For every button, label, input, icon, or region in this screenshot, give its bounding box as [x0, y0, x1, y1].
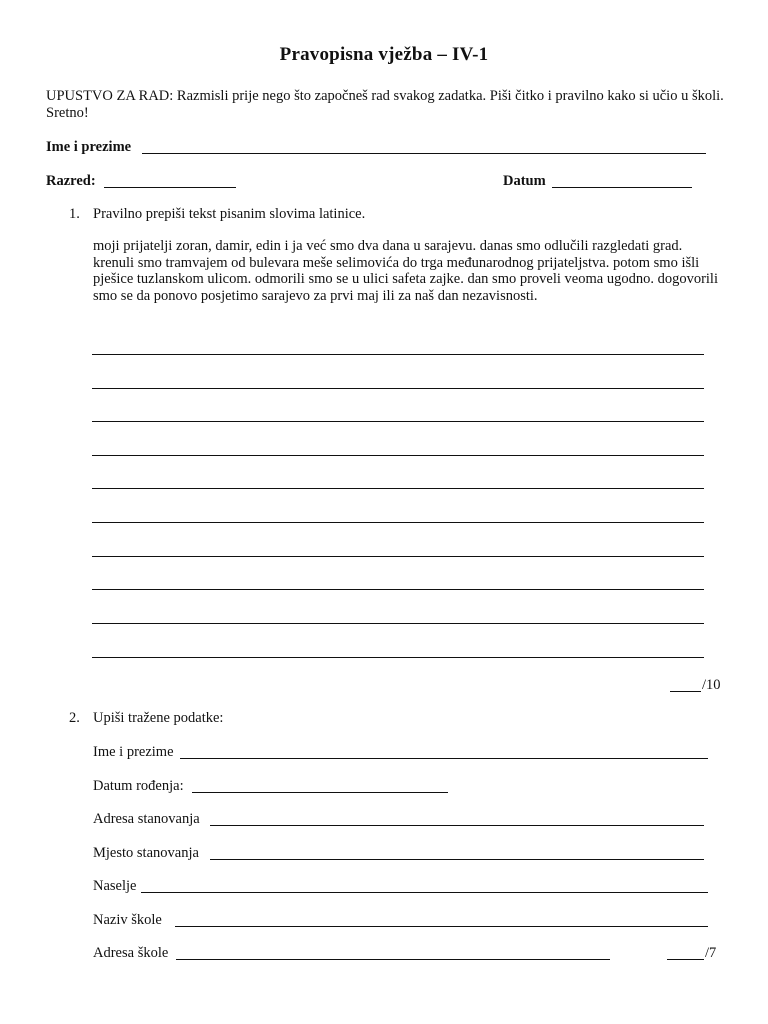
writing-line[interactable]: [92, 522, 704, 523]
task1-score: /10: [702, 677, 721, 693]
task1-number: 1.: [69, 206, 80, 222]
field-line-address[interactable]: [210, 825, 704, 826]
field-line-birthdate[interactable]: [192, 792, 448, 793]
field-label-settlement: Naselje: [93, 878, 137, 894]
instructions-text: UPUSTVO ZA RAD: Razmisli prije nego što započneš rad svakog zadatka. Piši čitko i pravilno kako si učio u školi. Sretno!: [46, 88, 724, 121]
field-line-name[interactable]: [180, 758, 708, 759]
task2-number: 2.: [69, 710, 80, 726]
date-label: Datum: [503, 173, 546, 189]
field-line-school-address[interactable]: [176, 959, 610, 960]
writing-line[interactable]: [92, 657, 704, 658]
field-label-birthdate: Datum rođenja:: [93, 778, 184, 794]
name-label: Ime i prezime: [46, 139, 132, 155]
field-label-school-name: Naziv škole: [93, 912, 162, 928]
field-label-name: Ime i prezime: [93, 744, 174, 760]
writing-line[interactable]: [92, 623, 704, 624]
writing-line[interactable]: [92, 354, 704, 355]
field-line-school-name[interactable]: [175, 926, 708, 927]
class-label: Razred:: [46, 173, 96, 189]
field-label-address: Adresa stanovanja: [93, 811, 200, 827]
task2-score: /7: [705, 945, 717, 961]
writing-line[interactable]: [92, 388, 704, 389]
writing-line[interactable]: [92, 455, 704, 456]
writing-line[interactable]: [92, 421, 704, 422]
task1-score-line[interactable]: [670, 691, 701, 692]
task2-instruction: Upiši tražene podatke:: [93, 710, 224, 726]
writing-line[interactable]: [92, 589, 704, 590]
writing-line[interactable]: [92, 488, 704, 489]
field-label-place: Mjesto stanovanja: [93, 845, 199, 861]
field-line-settlement[interactable]: [141, 892, 708, 893]
field-line-place[interactable]: [210, 859, 704, 860]
task1-text: moji prijatelji zoran, damir, edin i ja već smo dva dana u sarajevu. danas smo odlučili razgledati grad. krenuli smo tramvajem od bulevara meše selimovića do trga međunarodnog prijateljstva. potom smo išli pješice tuzlanskom ulicom. odmorili smo se u ulici safeta zajke. dan smo proveli veoma ugodno. dogovorili smo se da ponovo posjetimo sarajevo za prvi maj ili za naš dan nezavisnosti.: [93, 238, 718, 304]
name-line[interactable]: [142, 153, 706, 154]
task2-score-line[interactable]: [667, 959, 704, 960]
page-title: Pravopisna vježba – IV-1: [279, 44, 489, 65]
field-label-school-address: Adresa škole: [93, 945, 169, 961]
task1-instruction: Pravilno prepiši tekst pisanim slovima latinice.: [93, 206, 366, 222]
writing-line[interactable]: [92, 556, 704, 557]
class-line[interactable]: [104, 187, 236, 188]
date-line[interactable]: [552, 187, 692, 188]
